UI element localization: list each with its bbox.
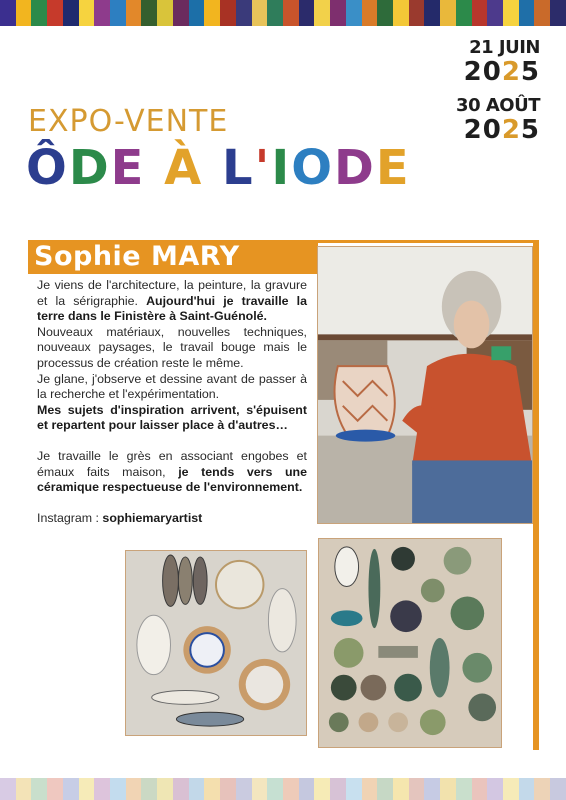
top-stripe-segment	[393, 0, 409, 26]
bottom-stripe-segment	[94, 778, 110, 800]
top-color-stripe	[0, 0, 566, 26]
bio-paragraph-5: Je travaille le grès en associant engobes et émaux faits maison, je tends vers une céramique respectueuse de l'environnement.	[37, 448, 307, 495]
bottom-stripe-segment	[126, 778, 142, 800]
bottom-stripe-segment	[173, 778, 189, 800]
top-stripe-segment	[519, 0, 535, 26]
bottom-stripe-segment	[267, 778, 283, 800]
title-letter: D	[68, 140, 111, 196]
top-stripe-segment	[330, 0, 346, 26]
bottom-stripe-segment	[362, 778, 378, 800]
top-stripe-segment	[440, 0, 456, 26]
top-stripe-segment	[157, 0, 173, 26]
top-stripe-segment	[267, 0, 283, 26]
end-year: 2025	[463, 115, 540, 145]
top-stripe-segment	[16, 0, 32, 26]
top-stripe-segment	[503, 0, 519, 26]
top-stripe-segment	[141, 0, 157, 26]
top-stripe-segment	[346, 0, 362, 26]
bottom-stripe-segment	[0, 778, 16, 800]
title-letter: E	[375, 140, 411, 196]
bio-paragraph-3: Je glane, j'observe et dessine avant de passer à la recherche et l'expérimentation.	[37, 371, 307, 402]
top-stripe-segment	[220, 0, 236, 26]
title-letter	[203, 140, 222, 196]
top-stripe-segment	[314, 0, 330, 26]
top-stripe-segment	[487, 0, 503, 26]
bottom-stripe-segment	[141, 778, 157, 800]
bottom-stripe-segment	[79, 778, 95, 800]
bottom-stripe-segment	[157, 778, 173, 800]
artist-portrait-photo	[317, 246, 533, 524]
ceramic-shells-fish-photo	[318, 538, 502, 748]
bottom-stripe-segment	[314, 778, 330, 800]
bottom-stripe-segment	[456, 778, 472, 800]
bottom-stripe-segment	[503, 778, 519, 800]
bio-paragraph-1: Je viens de l'architecture, la peinture, la gravure et la sérigraphie. Aujourd'hui je travaille la terre dans le Finistère à Saint-Guénolé.	[37, 278, 307, 324]
bottom-stripe-segment	[220, 778, 236, 800]
bio-paragraph-2: Nouveaux matériaux, nouvelles techniques, nouveaux paysages, le travail bouge mais le processus de création reste le même.	[37, 324, 307, 370]
top-stripe-segment	[299, 0, 315, 26]
ceramic-fish-plates-photo	[125, 550, 307, 736]
top-stripe-segment	[189, 0, 205, 26]
title-letter: E	[110, 140, 146, 196]
bottom-stripe-segment	[299, 778, 315, 800]
frame-right-border	[533, 240, 539, 750]
bottom-stripe-segment	[440, 778, 456, 800]
bottom-stripe-segment	[487, 778, 503, 800]
top-stripe-segment	[550, 0, 566, 26]
bottom-stripe-segment	[472, 778, 488, 800]
title-letter: O	[291, 140, 335, 196]
bottom-stripe-segment	[424, 778, 440, 800]
bottom-stripe-segment	[63, 778, 79, 800]
bottom-stripe-segment	[393, 778, 409, 800]
top-stripe-segment	[534, 0, 550, 26]
top-stripe-segment	[0, 0, 16, 26]
event-title	[26, 140, 411, 196]
instagram-line: Instagram : sophiemaryartist	[37, 510, 203, 525]
end-date: 30 AOÛT	[456, 95, 540, 116]
top-stripe-segment	[472, 0, 488, 26]
start-date: 21 JUIN	[469, 37, 540, 58]
top-stripe-segment	[63, 0, 79, 26]
artist-bio	[37, 278, 307, 526]
bottom-color-stripe	[0, 778, 566, 800]
bottom-stripe-segment	[47, 778, 63, 800]
top-stripe-segment	[31, 0, 47, 26]
artist-name: Sophie MARY	[34, 241, 240, 272]
top-stripe-segment	[409, 0, 425, 26]
instagram-handle: sophiemaryartist	[102, 510, 203, 525]
event-dates	[456, 38, 540, 154]
top-stripe-segment	[94, 0, 110, 26]
title-letter: D	[334, 140, 376, 196]
top-stripe-segment	[126, 0, 142, 26]
title-letter: À	[164, 140, 204, 196]
bottom-stripe-segment	[16, 778, 32, 800]
bottom-stripe-segment	[31, 778, 47, 800]
top-stripe-segment	[283, 0, 299, 26]
bottom-stripe-segment	[204, 778, 220, 800]
event-subtitle: EXPO-VENTE	[28, 104, 229, 139]
bottom-stripe-segment	[519, 778, 535, 800]
bottom-stripe-segment	[236, 778, 252, 800]
top-stripe-segment	[424, 0, 440, 26]
bottom-stripe-segment	[330, 778, 346, 800]
bottom-stripe-segment	[534, 778, 550, 800]
top-stripe-segment	[377, 0, 393, 26]
start-year: 2025	[463, 57, 540, 87]
top-stripe-segment	[236, 0, 252, 26]
top-stripe-segment	[204, 0, 220, 26]
bottom-stripe-segment	[377, 778, 393, 800]
bottom-stripe-segment	[550, 778, 566, 800]
bottom-stripe-segment	[346, 778, 362, 800]
bottom-stripe-segment	[409, 778, 425, 800]
bottom-stripe-segment	[189, 778, 205, 800]
title-letter: L	[222, 140, 255, 196]
top-stripe-segment	[252, 0, 268, 26]
top-stripe-segment	[173, 0, 189, 26]
title-letter: I	[271, 140, 292, 196]
bottom-stripe-segment	[252, 778, 268, 800]
title-letter	[145, 140, 164, 196]
bio-paragraph-4: Mes sujets d'inspiration arrivent, s'épuisent et repartent pour laisser place à d'autres…	[37, 402, 307, 433]
top-stripe-segment	[110, 0, 126, 26]
top-stripe-segment	[47, 0, 63, 26]
bottom-stripe-segment	[283, 778, 299, 800]
top-stripe-segment	[79, 0, 95, 26]
title-letter: Ô	[26, 140, 69, 196]
title-letter: '	[254, 140, 272, 196]
bottom-stripe-segment	[110, 778, 126, 800]
top-stripe-segment	[456, 0, 472, 26]
top-stripe-segment	[362, 0, 378, 26]
